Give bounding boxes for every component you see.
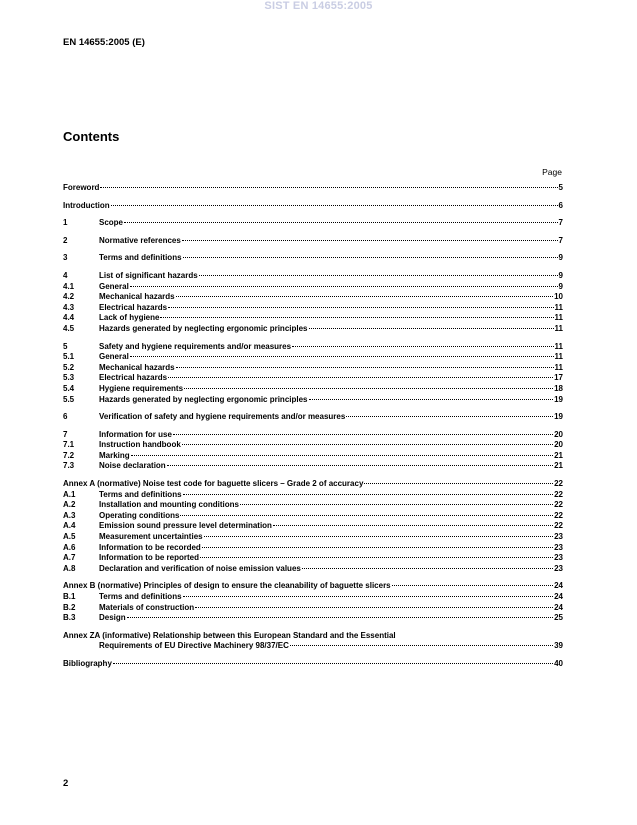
- toc-entry-number: 4.2: [63, 292, 75, 302]
- toc-entry[interactable]: [63, 479, 563, 490]
- toc-entry-number: 4.4: [63, 313, 75, 323]
- toc-entry-number: B.1: [63, 592, 76, 601]
- toc-entry-number: 5: [63, 341, 68, 351]
- toc-entry-title: Annex ZA (informative) Relationship between this European Standard and the Essential: [63, 630, 396, 640]
- dot-leader: [195, 607, 553, 608]
- toc-entry-page: 22: [554, 521, 563, 531]
- toc-entry[interactable]: [63, 490, 563, 501]
- toc-entry-page: 18: [554, 383, 563, 393]
- dot-leader: [273, 525, 553, 526]
- toc-entry[interactable]: [63, 553, 563, 564]
- toc-entry-title: Emission sound pressure level determination: [99, 521, 272, 531]
- toc-entry-page: 39: [554, 641, 563, 651]
- toc-entry-page: 25: [554, 613, 563, 623]
- toc-entry[interactable]: [63, 521, 563, 532]
- toc-entry[interactable]: [63, 303, 563, 314]
- toc-entry-number: 4: [63, 270, 68, 280]
- toc-entry-page: 7: [558, 235, 563, 245]
- toc-entry[interactable]: [63, 430, 563, 441]
- dot-leader: [173, 434, 553, 435]
- toc-entry-title: Annex A (normative) Noise test code for baguette slicers – Grade 2 of accuracy: [63, 479, 364, 489]
- page-column-label: Page: [542, 167, 562, 177]
- toc-entry-page: 24: [554, 592, 563, 601]
- toc-entry[interactable]: [63, 342, 563, 353]
- toc-entry-number: 3: [63, 253, 68, 263]
- toc-entry-page: 9: [558, 253, 563, 263]
- toc-entry-title: Verification of safety and hygiene requirements and/or measures: [99, 412, 346, 422]
- dot-leader: [200, 557, 553, 558]
- toc-entry-title: Materials of construction: [99, 602, 195, 612]
- toc-entry-page: 21: [554, 450, 563, 460]
- toc-entry-number: 4.3: [63, 302, 75, 312]
- toc-entry-page: 22: [554, 510, 563, 520]
- toc-entry[interactable]: [63, 253, 563, 264]
- page-number: 2: [63, 778, 69, 789]
- toc-entry-title: Operating conditions: [99, 510, 180, 520]
- toc-entry[interactable]: [63, 324, 563, 335]
- dot-leader: [124, 222, 558, 223]
- toc-entry[interactable]: [63, 581, 563, 592]
- toc-entry-number: 6: [63, 412, 68, 422]
- toc-entry-number: 4.1: [63, 281, 75, 291]
- table-of-contents: [63, 183, 563, 670]
- toc-entry[interactable]: [63, 218, 563, 229]
- toc-entry-page: 11: [554, 352, 563, 362]
- toc-entry-page: 23: [554, 563, 563, 573]
- dot-leader: [113, 663, 553, 664]
- toc-entry[interactable]: [63, 395, 563, 406]
- toc-entry-title: Bibliography: [63, 658, 112, 668]
- dot-leader: [204, 536, 554, 537]
- toc-entry-page: 20: [554, 429, 563, 439]
- toc-entry-number: 1: [63, 218, 68, 228]
- toc-entry-page: 11: [554, 302, 563, 312]
- dot-leader: [183, 596, 554, 597]
- page-title: Contents: [63, 129, 120, 144]
- toc-entry[interactable]: [63, 363, 563, 374]
- dot-leader: [292, 346, 553, 347]
- toc-entry-title: Electrical hazards: [99, 302, 168, 312]
- toc-entry-page: 19: [554, 412, 563, 422]
- toc-entry[interactable]: [63, 592, 563, 603]
- toc-entry-title: Foreword: [63, 183, 100, 192]
- toc-entry[interactable]: [63, 613, 563, 624]
- toc-entry[interactable]: [63, 352, 563, 363]
- toc-entry-title: General: [99, 281, 129, 291]
- toc-entry[interactable]: [63, 183, 563, 194]
- toc-entry-page: 21: [554, 461, 563, 471]
- toc-entry-page: 11: [554, 323, 563, 333]
- dot-leader: [346, 416, 553, 417]
- dot-leader: [240, 504, 553, 505]
- toc-entry-page: 11: [554, 362, 563, 372]
- toc-entry-title: Marking: [99, 450, 130, 460]
- toc-entry-number: A.2: [63, 500, 76, 510]
- toc-entry-title: Electrical hazards: [99, 373, 168, 383]
- toc-entry-title: Hygiene requirements: [99, 383, 184, 393]
- toc-entry[interactable]: [63, 412, 563, 423]
- toc-entry[interactable]: [63, 603, 563, 614]
- dot-leader: [176, 367, 554, 368]
- toc-entry-page: 9: [558, 270, 563, 280]
- toc-entry[interactable]: [63, 373, 563, 384]
- toc-entry-title: Hazards generated by neglecting ergonomic principles: [99, 323, 308, 333]
- toc-entry[interactable]: [63, 461, 563, 472]
- toc-entry-page: 23: [554, 553, 563, 563]
- toc-entry[interactable]: [63, 282, 563, 293]
- toc-entry[interactable]: [63, 543, 563, 554]
- dot-leader: [111, 205, 558, 206]
- toc-entry-page: 22: [554, 500, 563, 510]
- dot-leader: [130, 286, 558, 287]
- toc-entry-number: 5.4: [63, 383, 75, 393]
- toc-entry[interactable]: [63, 532, 563, 543]
- toc-entry-title: Noise declaration: [99, 461, 166, 471]
- toc-entry-page: 24: [554, 602, 563, 612]
- dot-leader: [100, 187, 557, 188]
- toc-entry-title: Information to be reported: [99, 553, 199, 563]
- toc-entry[interactable]: [63, 201, 563, 212]
- toc-entry-title: Annex B (normative) Principles of design to ensure the cleanability of baguette slicers: [63, 581, 391, 591]
- toc-entry-number: 2: [63, 235, 68, 245]
- toc-entry-number: 7.1: [63, 440, 75, 450]
- toc-entry-page: 5: [558, 183, 563, 192]
- toc-entry-title: Lack of hygiene: [99, 313, 160, 323]
- toc-entry-number: B.3: [63, 613, 76, 623]
- toc-entry-number: A.7: [63, 553, 76, 563]
- toc-entry-title: Design: [99, 613, 126, 623]
- toc-entry-title: Mechanical hazards: [99, 292, 175, 302]
- dot-leader: [176, 296, 554, 297]
- toc-entry[interactable]: [63, 641, 563, 652]
- dot-leader: [167, 465, 553, 466]
- dot-leader: [202, 547, 553, 548]
- toc-entry[interactable]: [63, 659, 563, 670]
- toc-entry-number: 7: [63, 429, 68, 439]
- toc-entry-page: 17: [554, 373, 563, 383]
- dot-leader: [199, 275, 558, 276]
- toc-entry-page: 7: [558, 218, 563, 228]
- toc-entry-title: Normative references: [99, 235, 181, 245]
- toc-entry-page: 9: [558, 281, 563, 291]
- toc-entry-title: Installation and mounting conditions: [99, 500, 239, 510]
- toc-entry-number: A.1: [63, 489, 76, 499]
- toc-entry-page: 6: [558, 200, 563, 210]
- toc-entry[interactable]: [63, 564, 563, 575]
- toc-entry-title: Scope: [99, 218, 124, 228]
- dot-leader: [182, 240, 558, 241]
- toc-entry[interactable]: [63, 440, 563, 451]
- toc-entry-page: 40: [554, 658, 563, 668]
- dot-leader: [160, 317, 553, 318]
- toc-entry[interactable]: [63, 236, 563, 247]
- toc-entry-page: 24: [554, 581, 563, 591]
- toc-entry-title: Terms and definitions: [99, 592, 182, 601]
- toc-entry-number: A.3: [63, 510, 76, 520]
- dot-leader: [309, 399, 554, 400]
- dot-leader: [130, 356, 554, 357]
- toc-entry-title: Requirements of EU Directive Machinery 98/37/EC: [99, 641, 289, 651]
- watermark: SIST EN 14655:2005: [264, 0, 373, 12]
- toc-entry-number: A.8: [63, 563, 76, 573]
- toc-entry-title: General: [99, 352, 129, 362]
- toc-entry[interactable]: [63, 313, 563, 324]
- toc-entry-title: Hazards generated by neglecting ergonomic principles: [99, 394, 308, 404]
- toc-entry-title: Measurement uncertainties: [99, 532, 203, 542]
- dot-leader: [309, 328, 554, 329]
- toc-entry-number: 5.2: [63, 362, 75, 372]
- dot-leader: [168, 307, 553, 308]
- toc-entry-title: Information to be recorded: [99, 542, 201, 552]
- toc-entry[interactable]: [63, 511, 563, 522]
- toc-entry-number: A.4: [63, 521, 76, 531]
- dot-leader: [180, 515, 553, 516]
- toc-entry-title: Terms and definitions: [99, 489, 182, 499]
- toc-entry-page: 20: [554, 440, 563, 450]
- dot-leader: [131, 455, 553, 456]
- dot-leader: [392, 585, 553, 586]
- toc-entry-number: 5.1: [63, 352, 75, 362]
- toc-entry-title: Terms and definitions: [99, 253, 182, 263]
- dot-leader: [184, 388, 553, 389]
- toc-entry[interactable]: [63, 384, 563, 395]
- toc-entry[interactable]: [63, 271, 563, 282]
- dot-leader: [127, 617, 553, 618]
- toc-entry-title: Information for use: [99, 429, 172, 439]
- toc-entry-page: 19: [554, 394, 563, 404]
- toc-entry[interactable]: [63, 292, 563, 303]
- toc-entry-number: 7.2: [63, 450, 75, 460]
- toc-entry-title: Mechanical hazards: [99, 362, 175, 372]
- dot-leader: [364, 483, 553, 484]
- toc-entry-title: List of significant hazards: [99, 270, 198, 280]
- dot-leader: [168, 377, 553, 378]
- toc-entry-number: 7.3: [63, 461, 75, 471]
- toc-entry-number: A.6: [63, 542, 76, 552]
- toc-entry[interactable]: [63, 500, 563, 511]
- toc-entry-page: 10: [554, 292, 563, 302]
- toc-entry-number: A.5: [63, 532, 76, 542]
- toc-entry-number: B.2: [63, 602, 76, 612]
- toc-entry-page: 11: [554, 341, 563, 351]
- document-id: EN 14655:2005 (E): [63, 37, 145, 48]
- toc-entry-title: Declaration and verification of noise emission values: [99, 563, 301, 573]
- toc-entry-number: 5.3: [63, 373, 75, 383]
- toc-entry-page: 22: [554, 479, 563, 489]
- toc-entry-title: Instruction handbook: [99, 440, 181, 450]
- dot-leader: [183, 494, 554, 495]
- toc-entry-page: 11: [554, 313, 563, 323]
- toc-entry-title: Safety and hygiene requirements and/or measures: [99, 341, 292, 351]
- toc-entry-number: 5.5: [63, 394, 75, 404]
- dot-leader: [302, 568, 553, 569]
- toc-entry-page: 22: [554, 489, 563, 499]
- toc-entry-page: 23: [554, 542, 563, 552]
- toc-entry[interactable]: [63, 631, 563, 642]
- dot-leader: [290, 645, 553, 646]
- toc-entry-number: 4.5: [63, 323, 75, 333]
- dot-leader: [182, 444, 553, 445]
- toc-entry-page: 23: [554, 532, 563, 542]
- toc-entry-title: Introduction: [63, 200, 110, 210]
- toc-entry[interactable]: [63, 451, 563, 462]
- dot-leader: [183, 257, 558, 258]
